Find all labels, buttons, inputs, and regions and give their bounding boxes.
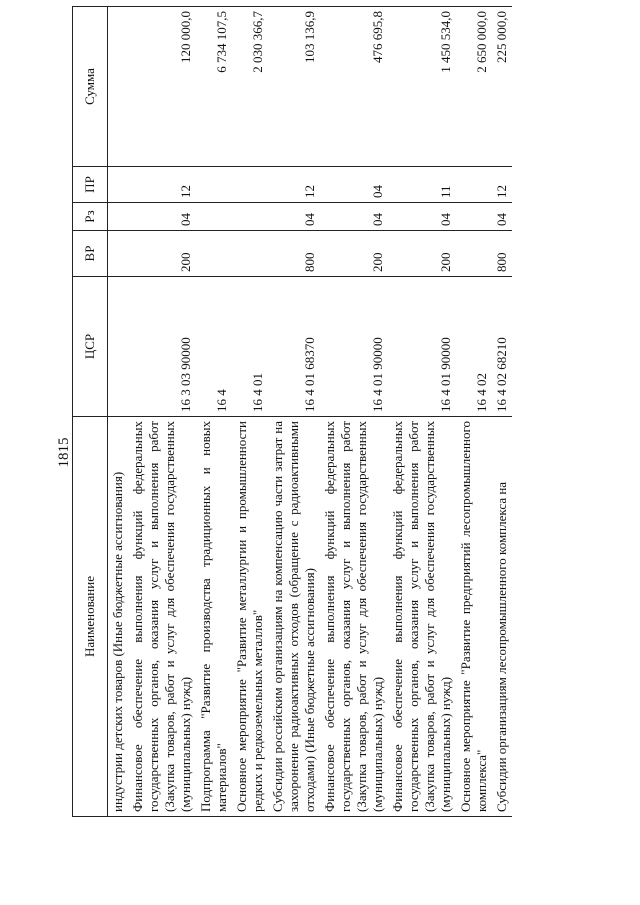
page-number: 1815 [56,437,72,468]
table-row [196,7,232,817]
table-row [128,7,196,817]
header-pr: ПР [73,167,108,203]
header-csr: ЦСР [73,277,108,417]
row-csr: 16 4 02 68210 [492,277,512,417]
row-vr: 200 [320,231,388,277]
row-sum: 120 000,0 [128,7,196,167]
row-csr: 16 3 03 90000 [128,277,196,417]
row-name: Подпрограмма "Развитие производства традиционных и новых материалов" [196,417,232,817]
row-name: Субсидии организациям лесопромышленного комплекса на [492,417,512,817]
row-pr: 12 [128,167,196,203]
table-row [108,7,129,817]
row-name: Субсидии российским организациям на компенсацию части затрат на захоронение радиоактивных отходов (обращение с радиоактивными отходами) (Иные бюджетные ассигнования) [268,417,320,817]
budget-table [72,6,512,817]
row-vr [456,231,492,277]
header-vr: ВР [73,231,108,277]
row-vr [196,231,232,277]
row-csr: 16 4 01 68370 [268,277,320,417]
row-sum: 225 000,0 [492,7,512,167]
table-header-row [73,7,108,817]
row-vr: 800 [268,231,320,277]
row-pr: 12 [268,167,320,203]
table-row [388,7,456,817]
table-row [492,7,512,817]
row-rz: 04 [320,203,388,231]
row-pr: 12 [492,167,512,203]
row-name: Финансовое обеспечение выполнения функций федеральных государственных органов, оказания услуг и выполнения работ (Закупка товаров, работ и услуг для обеспечения государственных (муниципальных) нужд) [320,417,388,817]
row-vr: 200 [128,231,196,277]
row-pr [232,167,268,203]
row-pr [108,167,129,203]
row-vr [108,231,129,277]
row-sum: 2 650 000,0 [456,7,492,167]
row-rz: 04 [492,203,512,231]
table-row [232,7,268,817]
row-sum: 2 030 366,7 [232,7,268,167]
row-pr [456,167,492,203]
row-name: Основное мероприятие "Развитие предприятий лесопромышленного комплекса" [456,417,492,817]
row-pr: 04 [320,167,388,203]
row-name: индустрии детских товаров (Иные бюджетные ассигнования) [108,417,129,817]
table-row [320,7,388,817]
row-csr: 16 4 01 90000 [320,277,388,417]
row-sum: 476 695,8 [320,7,388,167]
row-name: Основное мероприятие "Развитие металлургии и промышленности редких и редкоземельных металлов" [232,417,268,817]
header-sum: Сумма [73,7,108,167]
row-rz: 04 [388,203,456,231]
row-sum: 103 136,9 [268,7,320,167]
row-rz [456,203,492,231]
row-name: Финансовое обеспечение выполнения функций федеральных государственных органов, оказания услуг и выполнения работ (Закупка товаров, работ и услуг для обеспечения государственных (муниципальных) нужд) [128,417,196,817]
row-name: Финансовое обеспечение выполнения функций федеральных государственных органов, оказания услуг и выполнения работ (Закупка товаров, работ и услуг для обеспечения государственных (муниципальных) нужд) [388,417,456,817]
row-rz: 04 [128,203,196,231]
row-csr: 16 4 01 90000 [388,277,456,417]
row-sum: 1 450 534,0 [388,7,456,167]
row-sum [108,7,129,167]
row-vr: 200 [388,231,456,277]
row-csr: 16 4 [196,277,232,417]
table-row [268,7,320,817]
row-vr: 800 [492,231,512,277]
row-rz [108,203,129,231]
row-rz: 04 [268,203,320,231]
row-vr [232,231,268,277]
row-csr [108,277,129,417]
row-pr: 11 [388,167,456,203]
row-rz [232,203,268,231]
row-rz [196,203,232,231]
row-sum: 6 734 107,5 [196,7,232,167]
row-csr: 16 4 02 [456,277,492,417]
header-rz: Рз [73,203,108,231]
table-row [456,7,492,817]
row-csr: 16 4 01 [232,277,268,417]
header-name: Наименование [73,417,108,817]
row-pr [196,167,232,203]
